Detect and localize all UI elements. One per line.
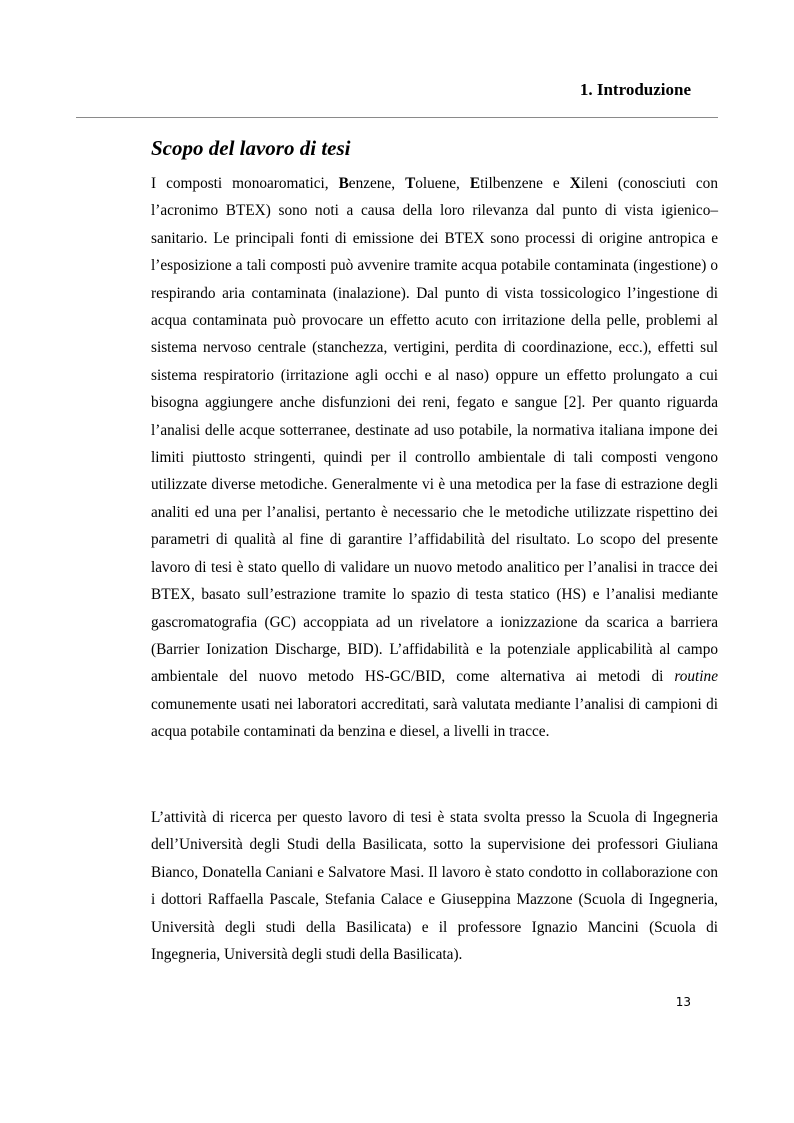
p1-bold-t: T xyxy=(405,175,416,192)
p1-text-3: tilbenzene e xyxy=(480,175,570,192)
p1-text-0: I composti monoaromatici, xyxy=(151,175,339,192)
p1-bold-e: E xyxy=(469,175,481,192)
p1-bold-x: X xyxy=(569,175,581,192)
header-divider xyxy=(76,117,718,118)
p1-text-2: oluene, xyxy=(415,175,470,192)
p1-text-1: enzene, xyxy=(348,175,406,192)
p2-text: L’attività di ricerca per questo lavoro di tesi è stata svolta presso la Scuola di Ingegneria dell’Università degli Studi della Basilicata, sotto la supervisione dei professori Giuliana Bianco, Donatella Caniani e Salvatore Masi. Il lavoro è stato condotto in collaborazione con i dottori Raffaella Pascale, Stefania Calace e Giuseppina Mazzone (Scuola di Ingegneria, Università degli studi della Basilicata) e il professore Ignazio Mancini (Scuola di Ingegneria, Università degli studi della Basilicata). xyxy=(151,809,718,964)
p1-text-4: ileni (conosciuti con l’acronimo BTEX) sono noti a causa della loro rilevanza dal punto di vista igienico–sanitario. Le principali fonti di emissione dei BTEX sono processi di origine antropica e l’esposizione a tali composti può avvenire tramite acqua potabile contaminata (ingestione) o respirando aria contaminata (inalazione). Dal punto di vista tossicologico l’ingestione di acqua contaminata può provocare un effetto acuto con irritazione della pelle, problemi al sistema nervoso centrale (stanchezza, vertigini, perdita di coordinazione, ecc.), effetti sul sistema respiratorio (irritazione agli occhi e al naso) oppure un effetto prolungato a cui bisogna aggiungere anche disfunzioni dei reni, fegato e sangue [2]. Per quanto riguarda l’analisi delle acque sotterranee, destinate ad uso potabile, la normativa italiana impone dei limiti piuttosto stringenti, quindi per il controllo ambientale di tali composti vengono utilizzate diverse metodiche. Generalmente vi è una metodica per la fase di estrazione degli analiti ed una per l’analisi, pertanto è necessario che le metodiche utilizzate rispettino dei parametri di qualità al fine di garantire l’affidabilità del risultato. Lo scopo del presente lavoro di tesi è stato quello di validare un nuovo metodo analitico per l’analisi in tracce dei BTEX, basato sull’estrazione tramite lo spazio di testa statico (HS) e l’analisi mediante gascromatografia (GC) accoppiata ad un rivelatore a ionizzazione da scarica a barriera (Barrier Ionization Discharge, BID). L’affidabilità e la potenziale applicabilità al campo ambientale del nuovo metodo HS-GC/BID, come alternativa ai metodi di xyxy=(151,175,718,686)
paragraph-1 xyxy=(151,170,718,746)
page-number: 13 xyxy=(675,995,691,1009)
p1-text-5: comunemente usati nei laboratori accreditati, sarà valutata mediante l’analisi di campioni di acqua potabile contaminati da benzina e diesel, a livelli in tracce. xyxy=(151,695,718,741)
p1-italic-routine: routine xyxy=(674,668,718,686)
paragraph-2 xyxy=(151,804,718,968)
section-title: Scopo del lavoro di tesi xyxy=(151,136,351,160)
chapter-title: 1. Introduzione xyxy=(579,80,691,99)
p1-bold-b: B xyxy=(338,175,349,192)
